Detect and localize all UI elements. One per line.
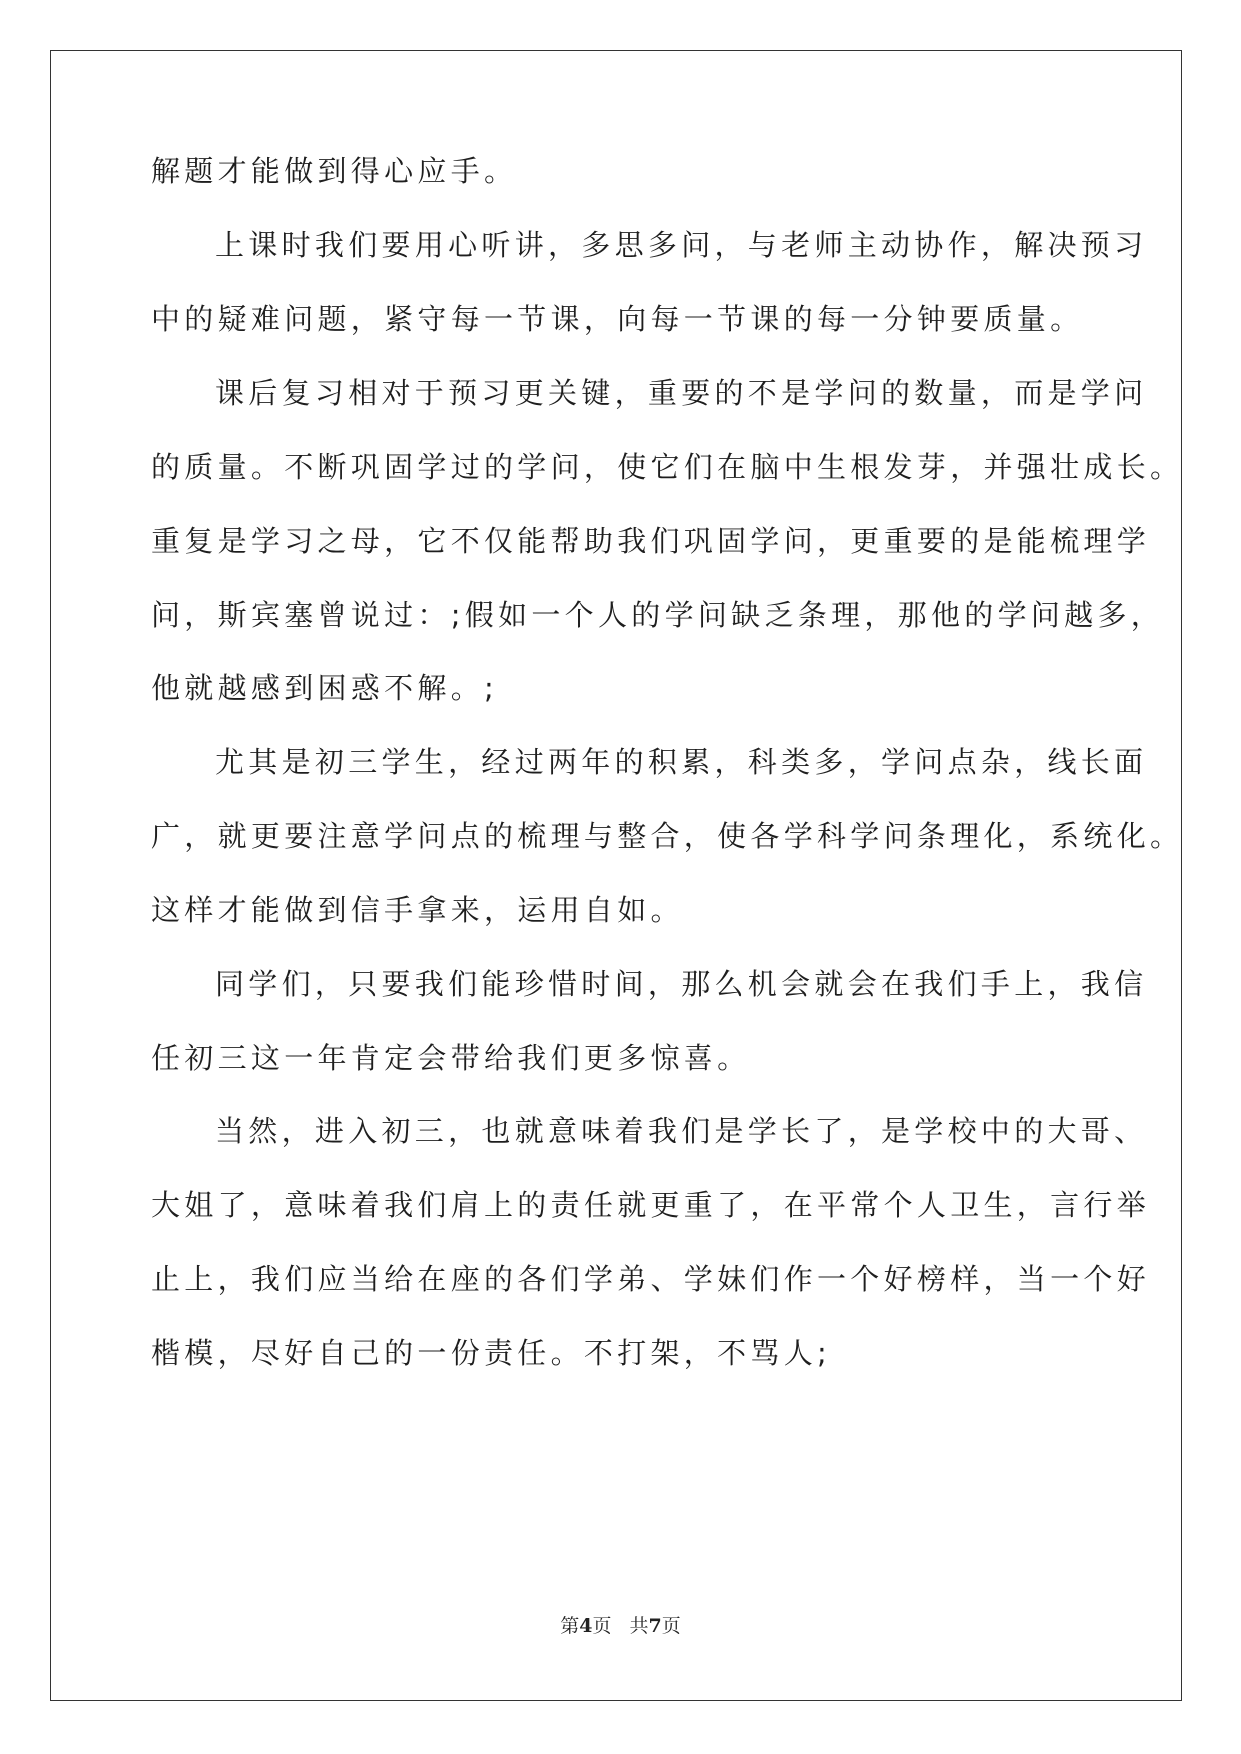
- paragraph-start-line: 同学们，只要我们能珍惜时间，那么机会就会在我们手上，我信: [215, 967, 1148, 1001]
- text-line: 广，就更要注意学问点的梳理与整合，使各学科学问条理化，系统化。: [151, 819, 1184, 853]
- page-border: [50, 50, 1182, 1701]
- text-line: 问，斯宾塞曾说过：;假如一个人的学问缺乏条理，那他的学问越多，: [151, 598, 1165, 632]
- text-line: 这样才能做到信手拿来，运用自如。: [151, 893, 684, 927]
- paragraph-start-line: 尤其是初三学生，经过两年的积累，科类多，学问点杂，线长面: [215, 745, 1148, 779]
- text-line: 中的疑难问题，紧守每一节课，向每一节课的每一分钟要质量。: [151, 302, 1084, 336]
- text-line: 他就越感到困惑不解。;: [151, 671, 499, 705]
- total-pages: 7: [648, 1615, 662, 1637]
- text-line: 止上，我们应当给在座的各们学弟、学妹们作一个好榜样，当一个好: [151, 1262, 1151, 1296]
- text-line: 解题才能做到得心应手。: [151, 154, 518, 188]
- total-prefix: 共: [629, 1615, 649, 1637]
- page-footer: [0, 1614, 1241, 1638]
- text-line: 的质量。不断巩固学过的学问，使它们在脑中生根发芽，并强壮成长。: [151, 450, 1184, 484]
- paragraph-start-line: 上课时我们要用心听讲，多思多问，与老师主动协作，解决预习: [215, 228, 1148, 262]
- page-prefix: 第: [560, 1615, 580, 1637]
- text-line: 楷模，尽好自己的一份责任。不打架，不骂人;: [151, 1336, 832, 1370]
- paragraph-start-line: 课后复习相对于预习更关键，重要的不是学问的数量，而是学问: [215, 376, 1148, 410]
- text-line: 大姐了，意味着我们肩上的责任就更重了，在平常个人卫生，言行举: [151, 1188, 1151, 1222]
- paragraph-start-line: 当然，进入初三，也就意味着我们是学长了，是学校中的大哥、: [215, 1114, 1148, 1148]
- page-unit: 页: [592, 1615, 612, 1637]
- text-line: 重复是学习之母，它不仅能帮助我们巩固学问，更重要的是能梳理学: [151, 524, 1151, 558]
- page-number: 4: [579, 1615, 593, 1637]
- text-line: 任初三这一年肯定会带给我们更多惊喜。: [151, 1041, 751, 1075]
- total-unit: 页: [661, 1615, 681, 1637]
